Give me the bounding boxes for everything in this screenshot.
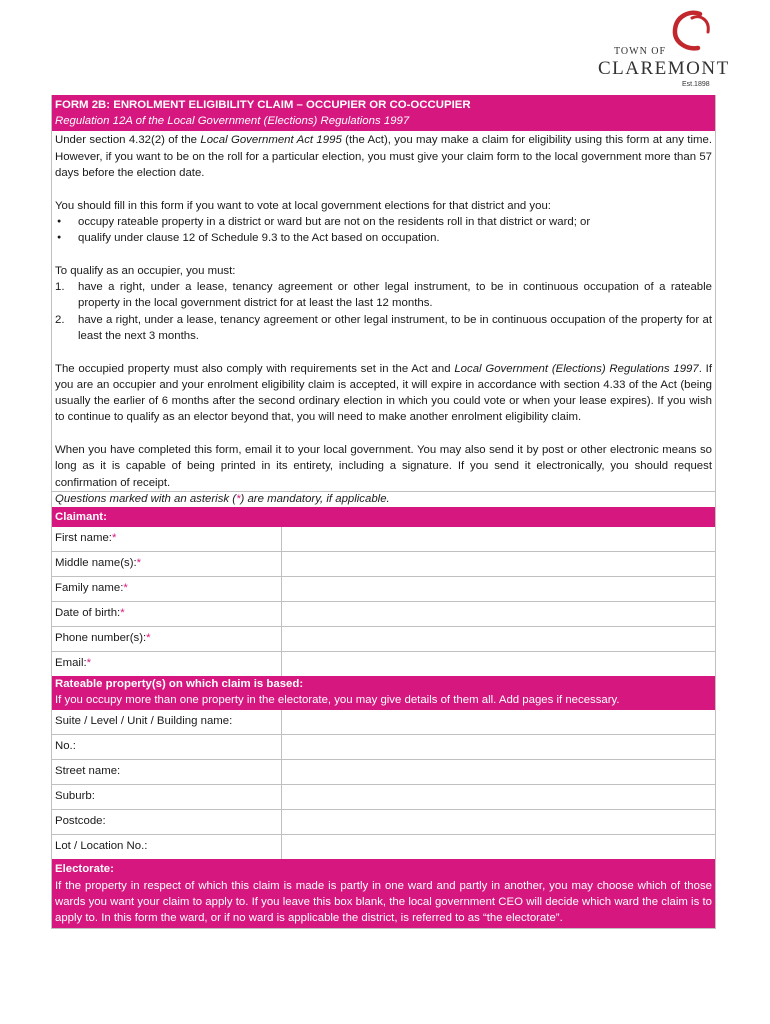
form-row-email: Email:* (52, 651, 715, 676)
email-field[interactable] (282, 652, 715, 676)
intro-paragraph-2: You should fill in this form if you want to vote at local government elections for that district and you: (55, 199, 551, 212)
form-row-middle-name: Middle name(s):* (52, 551, 715, 576)
form-row-date-of-birth: Date of birth:* (52, 601, 715, 626)
phone-field[interactable] (282, 627, 715, 651)
family-name-field[interactable] (282, 577, 715, 601)
lot-number-field[interactable] (282, 835, 715, 859)
intro-text (52, 131, 715, 491)
first-name-field[interactable] (282, 527, 715, 551)
property-heading: Rateable property(s) on which claim is based: If you occupy more than one property in the electorate, you may give details of them all. Add pages if necessary. (52, 676, 715, 710)
logo-name: CLAREMONT (598, 58, 730, 79)
form-title: FORM 2B: ENROLMENT ELIGIBILITY CLAIM – OCCUPIER OR CO-OCCUPIER (55, 99, 471, 111)
logo-est: Est.1898 (682, 81, 710, 88)
date-of-birth-field[interactable] (282, 602, 715, 626)
enrolment-form (51, 95, 716, 929)
mandatory-note: Questions marked with an asterisk (*) are mandatory, if applicable. (52, 491, 715, 507)
form-row-lot: Lot / Location No.: (52, 834, 715, 859)
form-row-phone: Phone number(s):* (52, 626, 715, 651)
form-row-number: No.: (52, 734, 715, 759)
form-row-suburb: Suburb: (52, 784, 715, 809)
street-number-field[interactable] (282, 735, 715, 759)
logo-town-of: TOWN OF (614, 46, 667, 57)
electorate-text: If the property in respect of which this claim is made is partly in one ward and partly in another, you may choose which of those wards you want your claim to apply to. If you leave this box blank, the local government CEO will decide which ward the claim is to apply to. In this form the ward, or if no ward is applicable the district, is referred to as “the electorate”. (55, 879, 712, 925)
suburb-field[interactable] (282, 785, 715, 809)
middle-name-field[interactable] (282, 552, 715, 576)
list-item: 1. have a right, under a lease, tenancy agreement or other legal instrument, to be in continuous occupation of a rateable property in the local government district for at least the last 12 months. (55, 281, 712, 310)
intro-paragraph-1: Under section 4.32(2) of the Local Government Act 1995 (the Act), you may make a claim for eligibility using this form at any time. However, if you want to be on the roll for a particular election, you must give your claim form to the local government more than 57 days before the election date. (55, 134, 712, 179)
intro-paragraph-4: The occupied property must also comply with requirements set in the Act and Local Government (Elections) Regulations 1997. If you are an occupier and your enrolment eligibility claim is accepted, it will expire in accordance with section 4.33 of the Act (being usually the earlier of 6 months after the second ordinary election in which you could vote or when your lease expires). If you wish to continue to qualify as an elector beyond that, you will need to make another enrolment eligibility claim. (55, 362, 712, 424)
eligibility-list (55, 214, 712, 247)
property-note: If you occupy more than one property in the electorate, you may give details of them all. Add pages if necessary. (55, 693, 620, 706)
building-name-field[interactable] (282, 710, 715, 734)
form-row-building: Suite / Level / Unit / Building name: (52, 710, 715, 734)
intro-paragraph-3: To qualify as an occupier, you must: (55, 264, 236, 277)
form-row-street: Street name: (52, 759, 715, 784)
electorate-section (52, 859, 715, 927)
logo-swirl-icon (670, 8, 714, 54)
list-item: 2. have a right, under a lease, tenancy agreement or other legal instrument, to be in continuous occupation of the property for at least the next 3 months. (55, 313, 712, 342)
list-item: ● occupy rateable property in a district or ward but are not on the residents roll in that district or ward; or (55, 214, 712, 230)
form-row-first-name: First name:* (52, 527, 715, 551)
electorate-heading: Electorate: (55, 863, 114, 876)
street-name-field[interactable] (282, 760, 715, 784)
list-item: ● qualify under clause 12 of Schedule 9.3 to the Act based on occupation. (55, 230, 712, 246)
form-subtitle: Regulation 12A of the Local Government (Elections) Regulations 1997 (55, 115, 410, 128)
form-row-family-name: Family name:* (52, 576, 715, 601)
form-header (52, 95, 715, 131)
postcode-field[interactable] (282, 810, 715, 834)
requirements-list (55, 279, 712, 344)
claimant-heading: Claimant: (52, 507, 715, 528)
form-row-postcode: Postcode: (52, 809, 715, 834)
intro-paragraph-5: When you have completed this form, email it to your local government. You may also send it by post or other electronic means so long as it is capable of being printed in its entirety, including a signature. If you send it electronically, you should request confirmation of receipt. (55, 444, 712, 489)
town-logo (592, 8, 730, 92)
